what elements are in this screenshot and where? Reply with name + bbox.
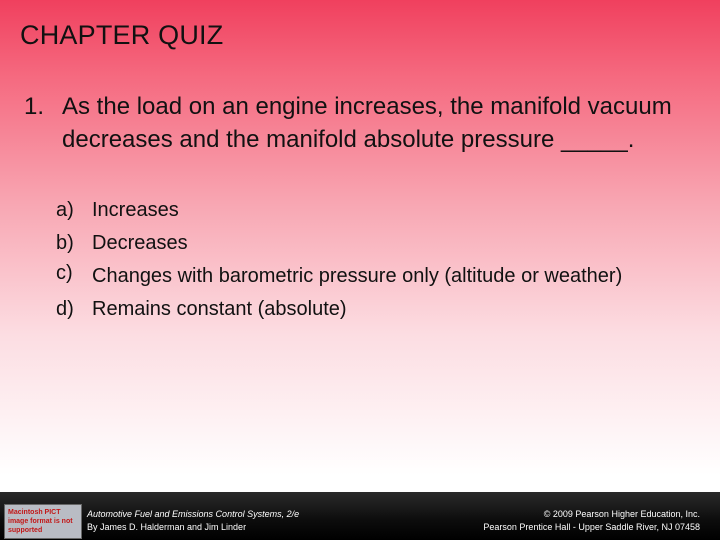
slide-title: CHAPTER QUIZ bbox=[20, 20, 224, 50]
book-authors: By James D. Halderman and Jim Linder bbox=[87, 522, 247, 532]
footer-copyright bbox=[483, 508, 700, 534]
option-c bbox=[56, 260, 656, 293]
option-letter: d) bbox=[56, 298, 74, 320]
option-text: Decreases bbox=[92, 232, 188, 254]
answer-options bbox=[56, 194, 656, 326]
book-title: Automotive Fuel and Emissions Control Systems, 2/e bbox=[87, 509, 300, 519]
option-text: Increases bbox=[92, 199, 179, 221]
option-text: Changes with barometric pressure only (altitude or weather) bbox=[92, 265, 623, 287]
option-b bbox=[56, 227, 656, 260]
copyright-text: © 2009 Pearson Higher Education, Inc. bbox=[543, 509, 700, 519]
option-d bbox=[56, 293, 656, 326]
option-letter: b) bbox=[56, 232, 74, 254]
footer-book-info bbox=[87, 508, 299, 534]
question-text: As the load on an engine increases, the manifold vacuum decreases and the manifold absolute pressure _____. bbox=[62, 93, 672, 153]
logo-text: Macintosh PICT image format is not supported bbox=[8, 509, 73, 534]
footer-bar bbox=[0, 492, 720, 540]
option-a bbox=[56, 194, 656, 227]
placeholder-logo-image bbox=[4, 504, 82, 539]
option-letter: c) bbox=[56, 262, 73, 284]
question-number: 1. bbox=[24, 93, 45, 120]
publisher-text: Pearson Prentice Hall - Upper Saddle River, NJ 07458 bbox=[483, 522, 700, 532]
option-text: Remains constant (absolute) bbox=[92, 298, 347, 320]
option-letter: a) bbox=[56, 199, 74, 221]
